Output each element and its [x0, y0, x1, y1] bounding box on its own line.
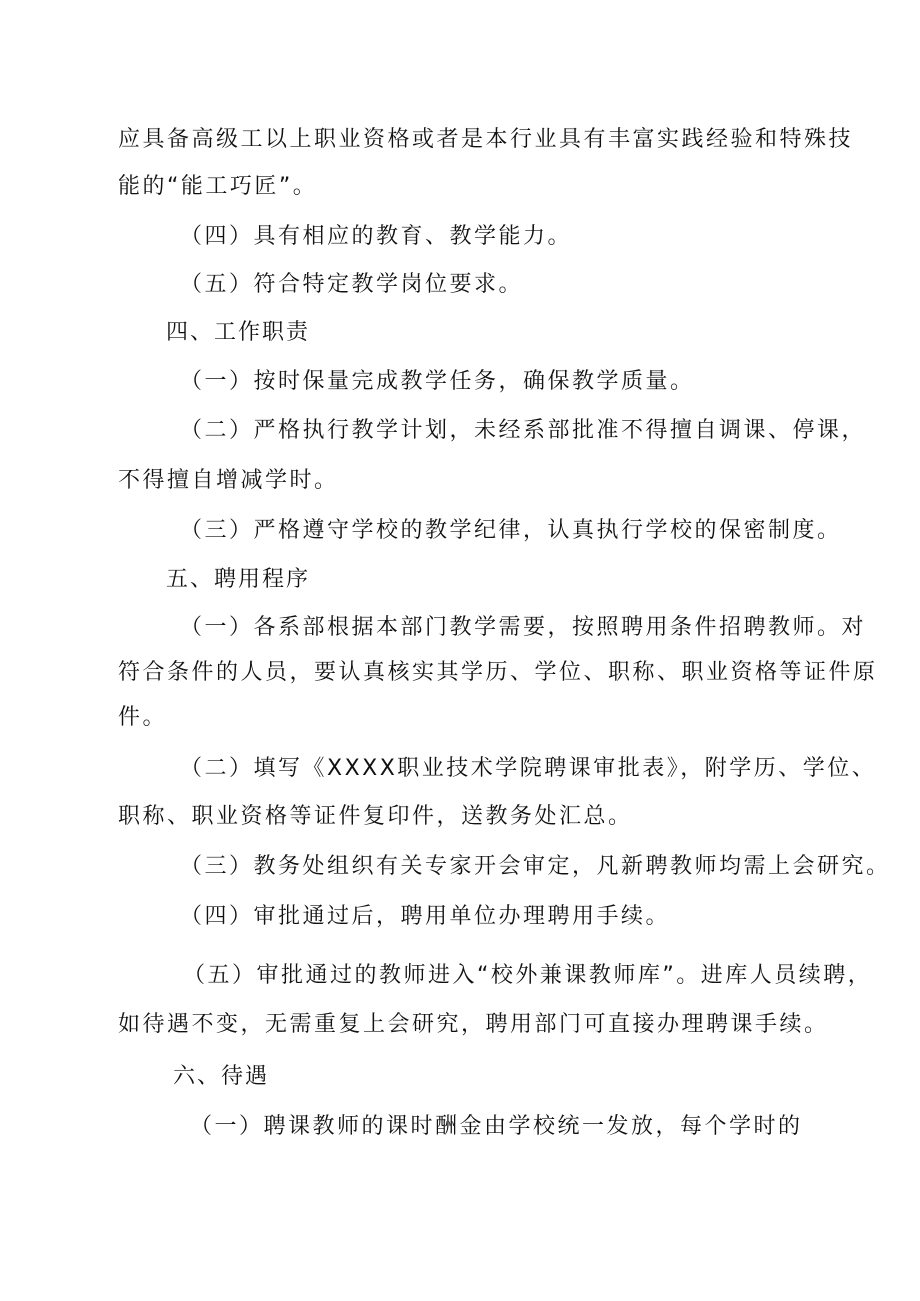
paragraph-line: 不得擅自增减学时。: [118, 468, 339, 493]
section-heading: 四、工作职责: [166, 320, 311, 345]
paragraph-line: 职称、职业资格等证件复印件，送教务处汇总。: [118, 804, 633, 829]
paragraph-line: 件。: [118, 705, 168, 730]
paragraph-line: （四）具有相应的教育、教学能力。: [180, 224, 573, 249]
paragraph-line: （四）审批通过后，聘用单位办理聘用手续。: [180, 904, 671, 929]
paragraph-line: （一）聘课教师的课时酬金由学校统一发放，每个学时的: [190, 1114, 803, 1139]
paragraph-line: （一）各系部根据本部门教学需要，按照聘用条件招聘教师。对: [180, 615, 867, 640]
paragraph-line: （五）符合特定教学岗位要求。: [180, 272, 524, 297]
paragraph-line: 能的“能工巧匠”。: [118, 174, 318, 199]
paragraph-line: （二）填写《XXXX职业技术学院聘课审批表》，附学历、学位、: [180, 756, 877, 781]
paragraph-line: 符合条件的人员，要认真核实其学历、学位、职称、职业资格等证件原: [118, 660, 878, 685]
section-heading: 五、聘用程序: [166, 567, 311, 592]
section-heading: 六、待遇: [173, 1064, 270, 1089]
paragraph-line: 如待遇不变，无需重复上会研究，聘用部门可直接办理聘课手续。: [118, 1012, 829, 1037]
paragraph-line: （二）严格执行教学计划，未经系部批准不得擅自调课、停课，: [180, 418, 867, 443]
paragraph-line: （三）教务处组织有关专家开会审定，凡新聘教师均需上会研究。: [180, 854, 891, 879]
paragraph-line: （一）按时保量完成教学任务，确保教学质量。: [180, 369, 695, 394]
paragraph-line: （三）严格遵守学校的教学纪律，认真执行学校的保密制度。: [180, 518, 842, 543]
paragraph-line: 应具备高级工以上职业资格或者是本行业具有丰富实践经验和特殊技: [118, 127, 854, 152]
paragraph-line: （五）审批通过的教师进入“校外兼课教师库”。进库人员续聘，: [183, 963, 873, 988]
